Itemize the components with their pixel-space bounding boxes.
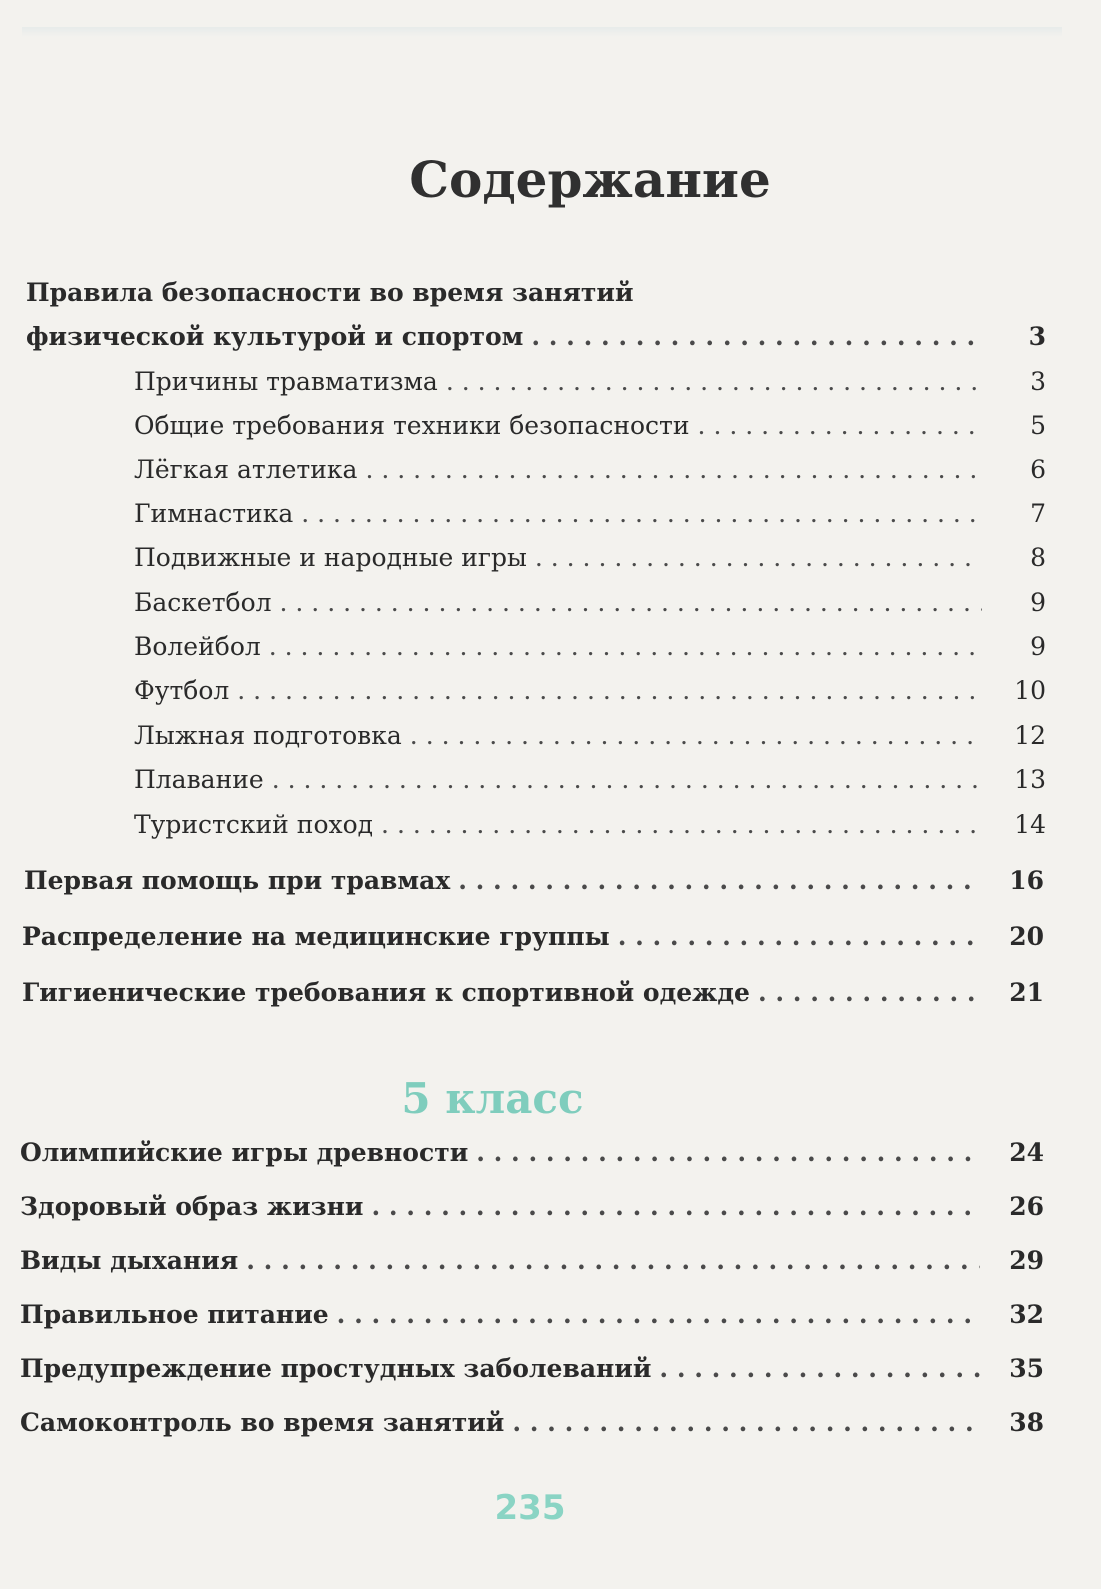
toc-entry-label: Подвижные и народные игры xyxy=(134,543,527,572)
leader-dots xyxy=(246,1246,980,1275)
toc-entry-label: Самоконтроль во время занятий xyxy=(20,1408,505,1437)
toc-entry-page: 8 xyxy=(1030,543,1046,572)
toc-entry xyxy=(24,866,1044,902)
leader-dots xyxy=(618,922,980,951)
toc-subentry xyxy=(134,765,1046,801)
toc-subentry xyxy=(134,499,1046,535)
toc-entry xyxy=(20,1354,1044,1390)
toc-entry-label: Гимнастика xyxy=(134,499,294,528)
leader-dots xyxy=(365,455,982,484)
leader-dots xyxy=(371,1192,980,1221)
leader-dots xyxy=(698,411,982,440)
toc-entry-page: 32 xyxy=(1009,1300,1044,1329)
toc-entry-page: 13 xyxy=(1014,765,1046,794)
toc-entry xyxy=(20,1300,1044,1336)
toc-subentry xyxy=(134,588,1046,624)
toc-entry-page: 26 xyxy=(1009,1192,1044,1221)
page-number: 235 xyxy=(494,1488,566,1528)
toc-entry-page: 6 xyxy=(1030,455,1046,484)
leader-dots xyxy=(446,367,982,396)
toc-subentry xyxy=(134,455,1046,491)
toc-entry-page: 12 xyxy=(1014,721,1046,750)
toc-entry-label: Лёгкая атлетика xyxy=(134,455,358,484)
toc-subentry xyxy=(134,632,1046,668)
toc-entry-page: 9 xyxy=(1030,588,1046,617)
leader-dots xyxy=(301,499,982,528)
toc-entry-page: 7 xyxy=(1030,499,1046,528)
toc-entry-label: Олимпийские игры древности xyxy=(20,1138,469,1167)
toc-entry xyxy=(20,1408,1044,1444)
toc-entry-page: 3 xyxy=(1030,367,1046,396)
toc-entry-page: 16 xyxy=(1009,866,1044,895)
leader-dots xyxy=(381,810,982,839)
toc-entry-page: 3 xyxy=(1028,322,1046,351)
toc-subentry xyxy=(134,721,1046,757)
leader-dots xyxy=(280,588,982,617)
leader-dots xyxy=(337,1300,980,1329)
toc-entry-label: Здоровый образ жизни xyxy=(20,1192,364,1221)
grade-heading: 5 класс xyxy=(401,1074,584,1123)
toc-entry-page: 5 xyxy=(1030,411,1046,440)
toc-entry-label: Причины травматизма xyxy=(134,367,438,396)
toc-entry xyxy=(22,978,1044,1014)
toc-entry-label: Баскетбол xyxy=(134,588,272,617)
toc-entry-label: Распределение на медицинские группы xyxy=(22,922,610,951)
toc-entry xyxy=(22,922,1044,958)
section-heading-line1: Правила безопасности во время занятий xyxy=(26,278,634,307)
toc-entry-page: 20 xyxy=(1009,922,1044,951)
leader-dots xyxy=(659,1354,980,1383)
toc-entry-label: Гигиенические требования к спортивной одежде xyxy=(22,978,750,1007)
toc-entry-page: 14 xyxy=(1014,810,1046,839)
toc-entry-page: 21 xyxy=(1009,978,1044,1007)
toc-entry-page: 10 xyxy=(1014,676,1046,705)
toc-entry-label: Правильное питание xyxy=(20,1300,329,1329)
leader-dots xyxy=(272,765,982,794)
leader-dots xyxy=(758,978,980,1007)
toc-entry-label: Плавание xyxy=(134,765,264,794)
toc-entry-page: 35 xyxy=(1009,1354,1044,1383)
top-border xyxy=(22,27,1062,37)
toc-entry xyxy=(20,1138,1044,1174)
leader-dots xyxy=(531,322,982,351)
toc-entry-label: Виды дыхания xyxy=(20,1246,239,1275)
toc-entry-label: Общие требования техники безопасности xyxy=(134,411,690,440)
toc-subentry xyxy=(134,543,1046,579)
toc-entry xyxy=(20,1246,1044,1282)
toc-entry xyxy=(20,1192,1044,1228)
toc-entry-label: Предупреждение простудных заболеваний xyxy=(20,1354,652,1383)
toc-entry-label: Волейбол xyxy=(134,632,261,661)
toc-subentry xyxy=(134,676,1046,712)
leader-dots xyxy=(269,632,982,661)
toc-entry-page: 9 xyxy=(1030,632,1046,661)
leader-dots xyxy=(535,543,982,572)
toc-subentry xyxy=(134,810,1046,846)
toc-entry-page: 38 xyxy=(1009,1408,1044,1437)
leader-dots xyxy=(410,721,982,750)
toc-subentry xyxy=(134,411,1046,447)
toc-entry-label: Лыжная подготовка xyxy=(134,721,402,750)
toc-entry-page: 29 xyxy=(1009,1246,1044,1275)
leader-dots xyxy=(476,1138,980,1167)
toc-entry-label: Первая помощь при травмах xyxy=(24,866,451,895)
toc-entry-label: Футбол xyxy=(134,676,230,705)
toc-entry-label: Туристский поход xyxy=(134,810,374,839)
leader-dots xyxy=(237,676,982,705)
page-title: Содержание xyxy=(409,150,771,209)
toc-subentry xyxy=(134,367,1046,403)
toc-entry-label: физической культурой и спортом xyxy=(26,322,524,351)
toc-entry-page: 24 xyxy=(1009,1138,1044,1167)
toc-entry-section1 xyxy=(26,322,1046,358)
leader-dots xyxy=(458,866,980,895)
leader-dots xyxy=(512,1408,980,1437)
